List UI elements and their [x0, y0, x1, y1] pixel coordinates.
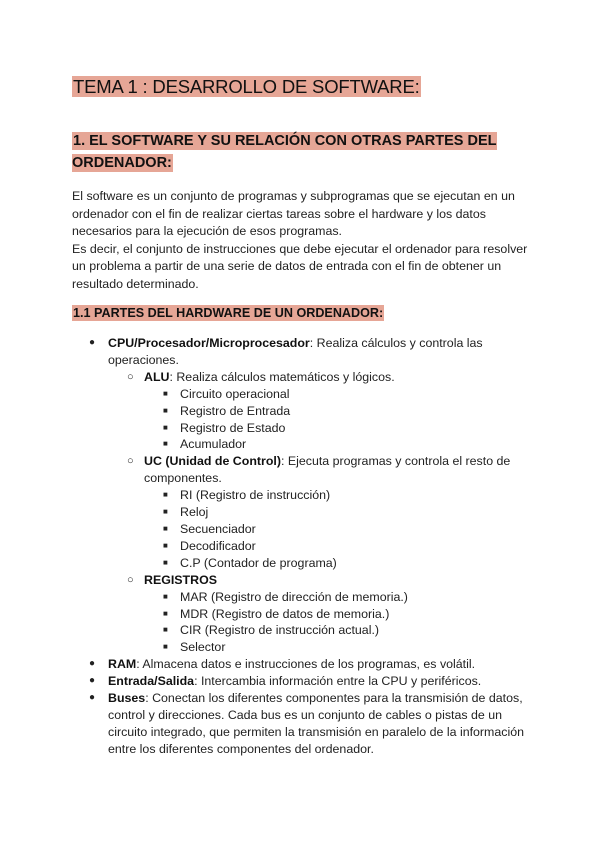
square-marker: ■ — [163, 388, 168, 398]
section-heading-1: 1. EL SOFTWARE Y SU RELACIÓN CON OTRAS PARTES DEL ORDENADOR: — [72, 133, 497, 171]
square-marker: ■ — [163, 557, 168, 567]
list-item: ■ CIR (Registro de instrucción actual.) — [163, 623, 380, 638]
list-item-registros: ○ REGISTROS — [127, 572, 217, 587]
square-marker: ■ — [163, 625, 168, 635]
section-heading-1-1: 1.1 PARTES DEL HARDWARE DE UN ORDENADOR: — [73, 306, 384, 320]
list-item: ■ Registro de Estado — [163, 420, 286, 435]
list-item-alu: ○ ALU: Realiza cálculos matemáticos y lógicos. — [127, 369, 395, 384]
square-marker: ■ — [163, 591, 168, 601]
list-item: ■ Decodificador — [163, 538, 256, 553]
square-marker: ■ — [163, 608, 168, 618]
paragraph-es-decir: Es decir, el conjunto de instrucciones que debe ejecutar el ordenador para resolver un problema a partir de una serie de datos de entrada con el fin de obtener un resultado determinado. — [72, 241, 528, 291]
circle-marker: ○ — [127, 370, 134, 383]
document-title: TEMA 1 : DESARROLLO DE SOFTWARE: — [73, 76, 420, 97]
bullet-marker: ● — [89, 692, 96, 704]
square-marker: ■ — [163, 540, 168, 550]
list-item: ■ MAR (Registro de dirección de memoria.) — [163, 589, 408, 604]
hardware-parts-list — [72, 335, 532, 758]
list-item: ■ Selector — [163, 640, 226, 655]
list-item-ram: ● RAM: Almacena datos e instrucciones de los programas, es volátil. — [89, 657, 476, 672]
square-marker: ■ — [163, 439, 168, 449]
square-marker: ■ — [163, 507, 168, 517]
list-item: ■ Reloj — [163, 505, 209, 520]
list-item-cpu: ● CPU/Procesador/Microprocesador: Realiza cálculos y controla las operaciones. — [89, 336, 483, 367]
bullet-marker: ● — [89, 337, 96, 348]
square-marker: ■ — [163, 490, 168, 500]
paragraph-software-definition: El software es un conjunto de programas y subprogramas que se ejecutan en un ordenador con el fin de realizar ciertas tareas sobre el hardware y los datos necesarios para la ejecución de esos programas. — [72, 189, 515, 239]
bullet-marker: ● — [89, 675, 96, 687]
list-item: ■ C.P (Contador de programa) — [163, 555, 337, 570]
list-item: ■ Registro de Entrada — [163, 403, 291, 418]
list-item: ■ Secuenciador — [163, 521, 256, 536]
circle-marker: ○ — [127, 455, 134, 468]
list-item-uc: ○ UC (Unidad de Control): Ejecuta programas y controla el resto de componentes. — [127, 454, 511, 486]
square-marker: ■ — [163, 405, 168, 415]
bullet-marker: ● — [89, 658, 96, 670]
list-item-buses: ● Buses: Conectan los diferentes componentes para la transmisión de datos, control y direcciones. Cada bus es un conjunto de cables o pistas de un circuito integrado, que permiten la transmisión en paralelo de la información entre los diferentes componentes del ordenador. — [89, 691, 524, 756]
square-marker: ■ — [163, 422, 168, 432]
circle-marker: ○ — [127, 573, 134, 586]
square-marker: ■ — [163, 523, 168, 533]
list-item: ■ MDR (Registro de datos de memoria.) — [163, 606, 390, 621]
list-item-entrada-salida: ● Entrada/Salida: Intercambia información entre la CPU y periféricos. — [89, 674, 482, 689]
intro-paragraphs — [72, 188, 534, 294]
list-item: ■ Acumulador — [163, 437, 247, 452]
list-item: ■ RI (Registro de instrucción) — [163, 488, 331, 503]
square-marker: ■ — [163, 642, 168, 652]
list-item: ■ Circuito operacional — [163, 386, 290, 401]
